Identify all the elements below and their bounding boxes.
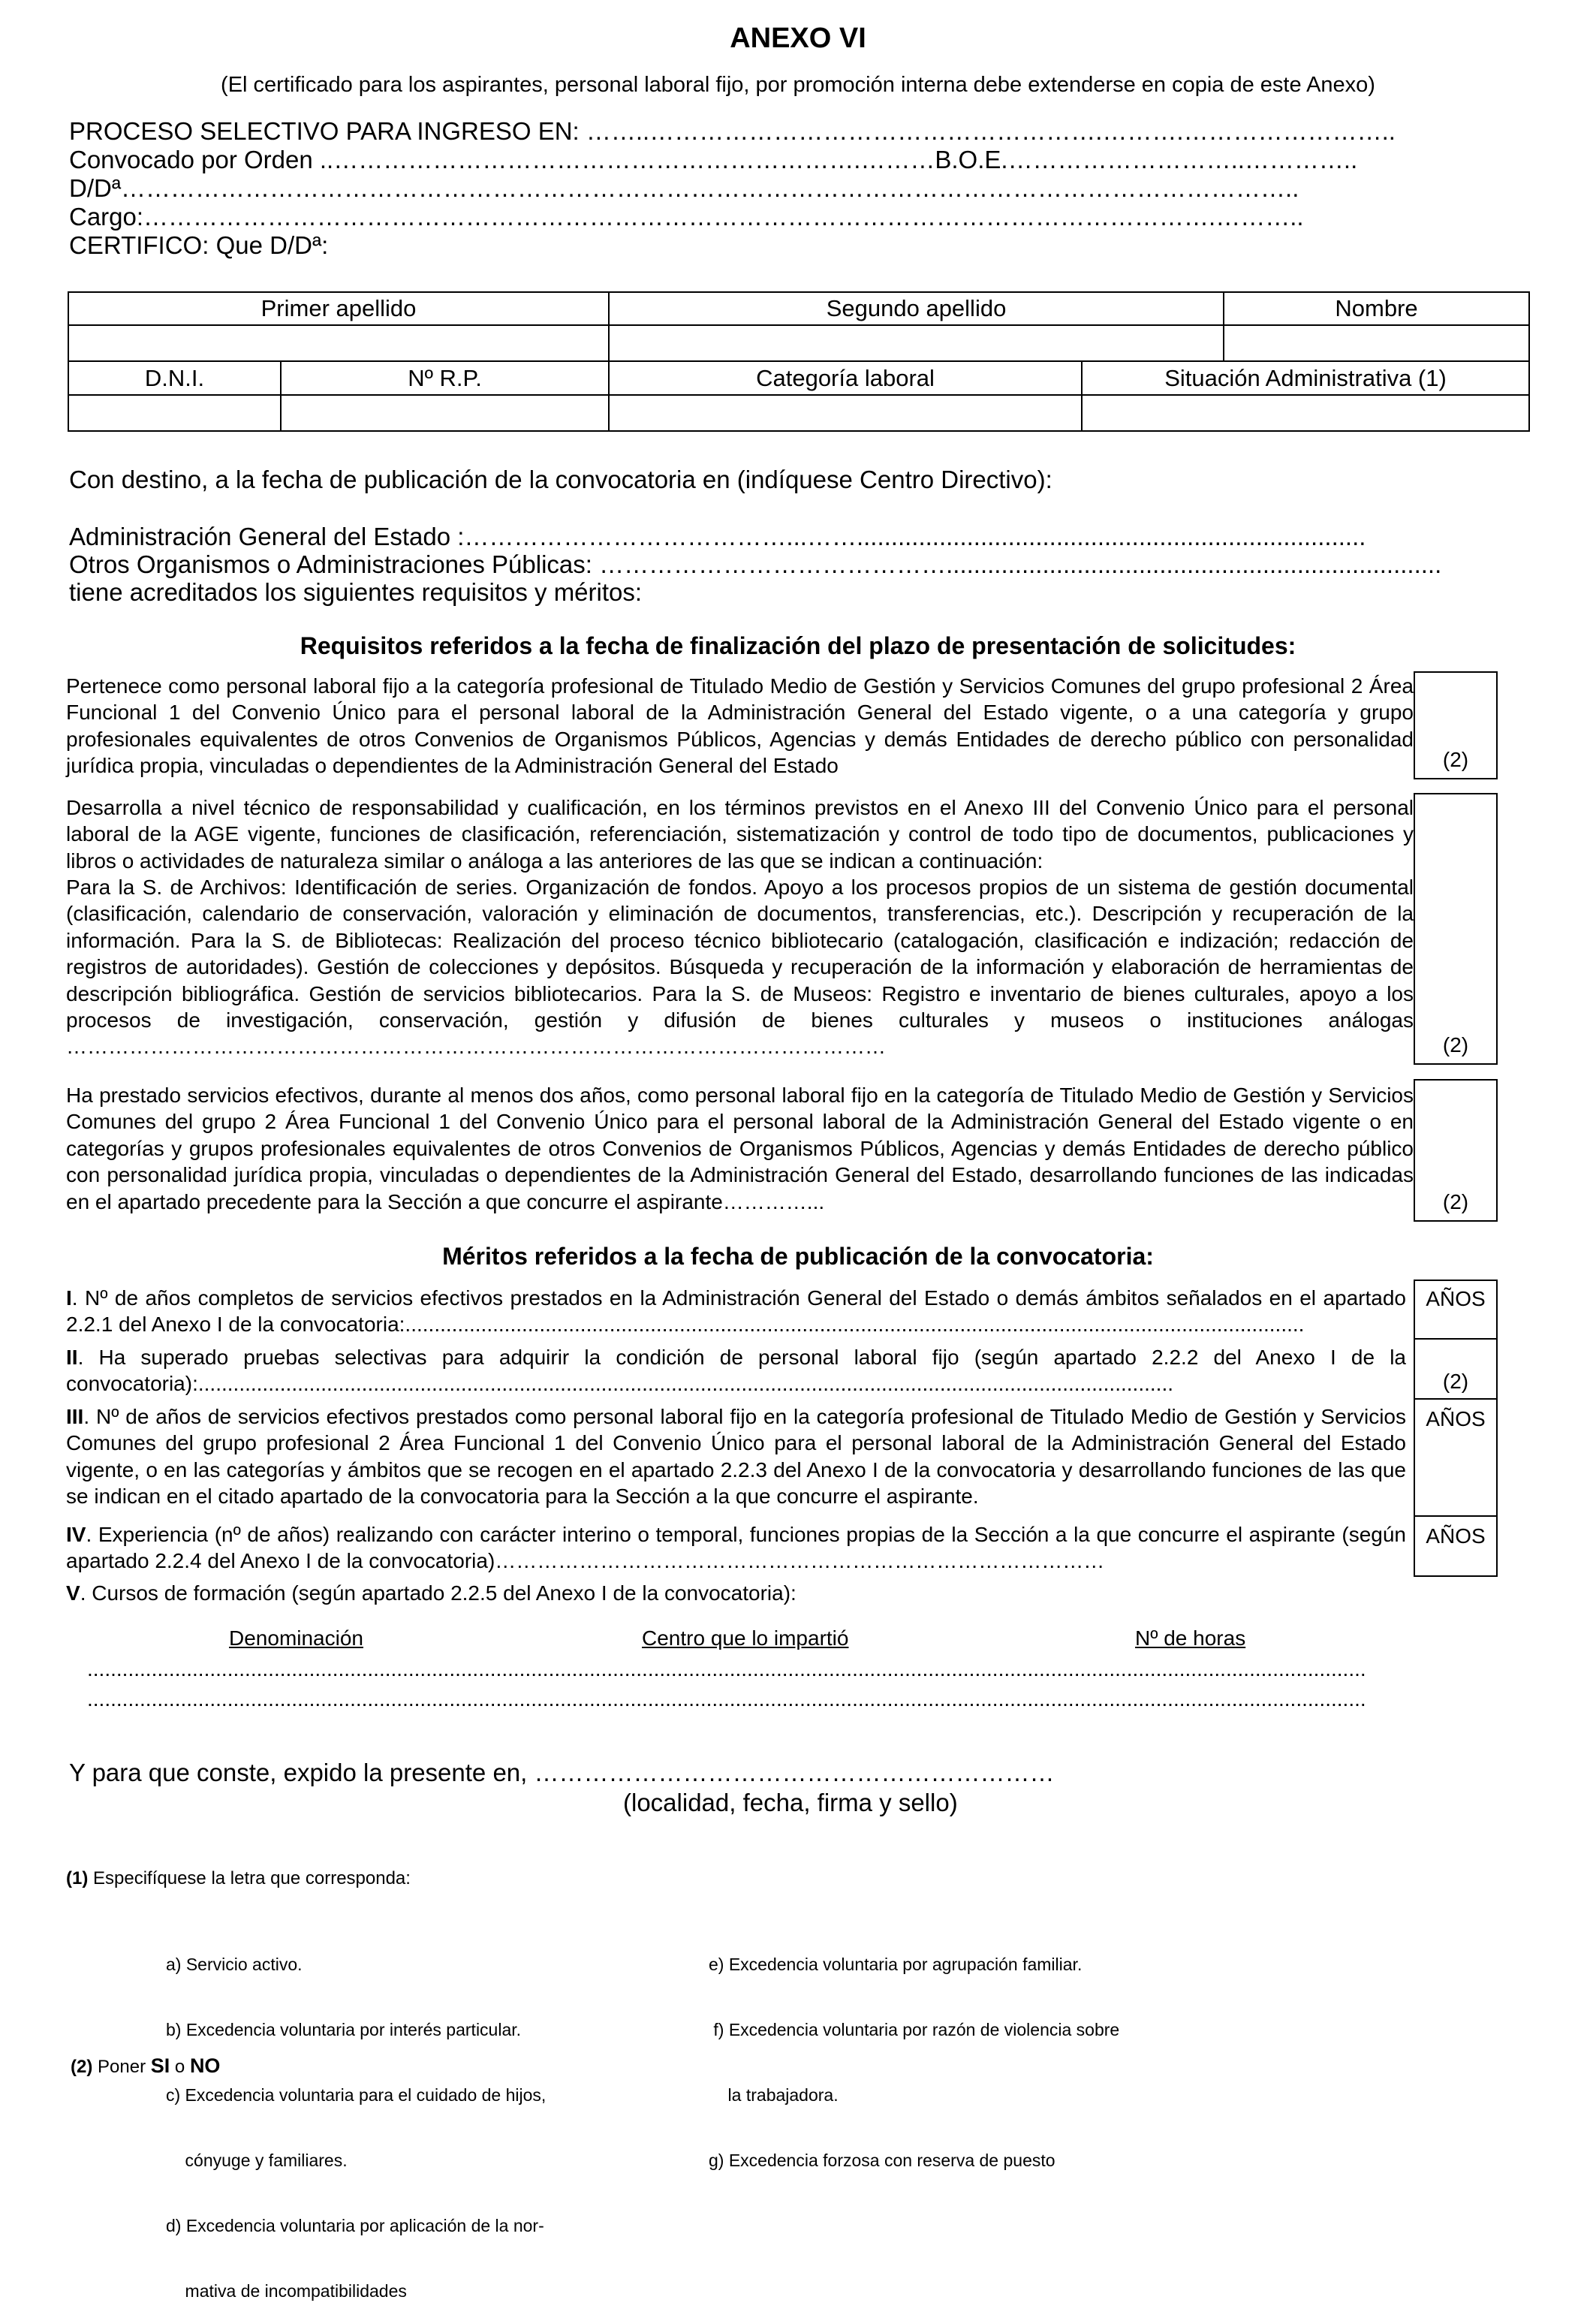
- header-primer-apellido: Primer apellido: [68, 292, 609, 325]
- note-2-label: (2): [71, 2057, 93, 2077]
- merito-V-body: . Cursos de formación (según apartado 2.2.5 del Anexo I de la convocatoria):: [80, 1581, 796, 1605]
- note-2-si: SI: [150, 2054, 170, 2077]
- merito-III-text: [66, 1403, 1406, 1510]
- header-nombre: Nombre: [1224, 292, 1529, 325]
- note-right-f: f) Excedencia voluntaria por razón de violencia sobre: [709, 2020, 1120, 2039]
- cursos-header-denominacion: Denominación: [229, 1626, 363, 1650]
- note-left-d: d) Excedencia voluntaria por aplicación de la nor-: [166, 2216, 544, 2235]
- age-field[interactable]: Administración General del Estado :…………………………………...……..........................................................................: [69, 523, 1366, 550]
- merito-II-body: . Ha superado pruebas selectivas para adquirir la condición de personal laboral fijo (según apartado 2.2.2 del Anexo I de la convocatoria):.......................................................................................................................................................................: [66, 1346, 1406, 1396]
- merito-IV-text: [66, 1521, 1406, 1575]
- merito-IV-body: . Experiencia (nº de años) realizando con carácter interino o temporal, funciones propias de la Sección a la que concurre el aspirante (según apartado 2.2.4 del Anexo I de la convocatoria)……………………………………………………………………………: [66, 1523, 1406, 1573]
- note-left-c2: cónyuge y familiares.: [166, 2151, 348, 2170]
- cursos-line-1[interactable]: ...........................................................................................................................................................................................................................: [87, 1657, 1366, 1680]
- merito-III-body: . Nº de años de servicios efectivos prestados como personal laboral fijo en la categoría profesional de Titulado Medio de Gestión y Servicios Comunes del grupo profesional 2 Área Funcional 1 del Convenio Único para el personal laboral de la Administración General del Estado vigente, o en las categorías y ámbitos que se recogen en el apartado 2.2.3 del Anexo I de la convocatoria y desarrollando funciones de las que se indican en el citado apartado de la convocatoria para la Sección a la que concurre el aspirante.: [66, 1405, 1406, 1509]
- cargo-field[interactable]: Cargo:………………………………………………………………………………………………………………….………..: [69, 203, 1304, 231]
- otros-field[interactable]: Otros Organismos o Administraciones Públicas: ……………………………………........................................................................: [69, 550, 1442, 578]
- note-1-text: Especifíquese la letra que corresponda:: [88, 1868, 411, 1888]
- situacion-input[interactable]: [1082, 395, 1529, 431]
- header-nrp: Nº R.P.: [281, 361, 609, 395]
- note-2: [71, 2054, 220, 2078]
- merito-I-num: I: [66, 1286, 72, 1310]
- note-2-text: Poner: [92, 2057, 151, 2077]
- merito-V-num: V: [66, 1581, 80, 1605]
- personal-data-table: [68, 291, 1530, 432]
- requisito-3-text: Ha prestado servicios efectivos, durante al menos dos años, como personal laboral fijo en la categoría de Titulado Medio de Gestión y Servicios Comunes del grupo 2 Área Funcional 1 del Convenio Único para el personal laboral de la Administración General del Estado vigente o en categorías y grupos profesionales equivalentes de otros Convenios de Organismos Públicos, Agencias y demás Entidades de derecho público con personalidad jurídica propia, vinculadas o dependientes de la Administración General del Estado, desarrollando funciones de las indicadas en el apartado precedente para la Sección a que concurre el aspirante…………...: [66, 1084, 1414, 1213]
- merito-I-anios-box[interactable]: AÑOS: [1414, 1280, 1498, 1340]
- requisito-1-box[interactable]: [1414, 671, 1498, 779]
- note-2-o: o: [170, 2057, 190, 2077]
- note-1-label: (1): [66, 1868, 89, 1888]
- note-right-f2: la trabajadora.: [709, 2085, 839, 2105]
- destino-intro: Con destino, a la fecha de publicación de la convocatoria en (indíquese Centro Directivo):: [69, 466, 1052, 493]
- requisito-2-box[interactable]: [1414, 793, 1498, 1065]
- header-segundo-apellido: Segundo apellido: [609, 292, 1224, 325]
- primer-apellido-input[interactable]: [68, 325, 609, 361]
- merito-I-body: . Nº de años completos de servicios efectivos prestados en la Administración General del Estado o demás ámbitos señalados en el apartado 2.2.1 del Anexo I de la convocatoria:..........................................................................................................................................................: [66, 1286, 1406, 1337]
- cursos-header-centro: Centro que lo impartió: [642, 1626, 849, 1650]
- merito-I-text: [66, 1285, 1406, 1338]
- header-dni: D.N.I.: [68, 361, 281, 395]
- proceso-field[interactable]: PROCESO SELECTIVO PARA INGRESO EN: ……..……………………………………………….……….……………………..: [69, 117, 1396, 145]
- header-categoria: Categoría laboral: [609, 361, 1082, 395]
- convocado-field[interactable]: Convocado por Orden ..……………………………………………………….………B.O.E.………………………..…………..: [69, 146, 1358, 173]
- merito-II-box[interactable]: [1414, 1340, 1498, 1400]
- requisito-2-text: Desarrolla a nivel técnico de responsabilidad y cualificación, en los términos previstos en el Anexo III del Convenio Único para el personal laboral de la AGE vigente, funciones de clasificación, referenciación, sistematización y control de todo tipo de documentos, publicaciones y libros o actividades de naturaleza similar o análoga a las anteriores de las que se indican a continuación:: [66, 796, 1414, 873]
- dni-input[interactable]: [68, 395, 281, 431]
- merito-V-text: [66, 1580, 1406, 1606]
- cierre-line[interactable]: Y para que conste, expido la presente en, ………………………………………………………: [69, 1759, 1055, 1786]
- requisito-2-secciones: Para la S. de Archivos: Identificación de series. Organización de fondos. Apoyo a los procesos propios de un sistema de gestión documental (clasificación, calendario de conservación, valoración y eliminación de documentos, transferencias, etc.). Descripción y recuperación de la información. Para la S. de Bibliotecas: Realización del proceso técnico bibliotecario (catalogación, clasificación e indización; redacción de registros de autoridades). Gestión de colecciones y depósitos. Búsqueda y recuperación de la información y elaboración de herramientas de descripción bibliográfica. Gestión de servicios bibliotecarios. Para la S. de Museos: Registro e inventario de bienes culturales, apoyo a los procesos de investigación, conservación, gestión y difusión de bienes culturales y museos o instituciones análogas ………………………………………………………………………………………………………: [66, 876, 1414, 1059]
- requisito-1-text: Pertenece como personal laboral fijo a la categoría profesional de Titulado Medio de Gestión y Servicios Comunes del grupo profesional 2 Área Funcional 1 del Convenio Único para el personal laboral de la Administración General del Estado vigente, o a una categoría y grupo profesionales equivalentes de otros Convenios de Organismos Públicos, Agencias y demás Entidades de derecho público con personalidad jurídica propia, vinculadas o dependientes de la Administración General del Estado: [66, 674, 1414, 778]
- note-left-c: c) Excedencia voluntaria para el cuidado de hijos,: [166, 2085, 547, 2105]
- nrp-input[interactable]: [281, 395, 609, 431]
- requisito-3-box[interactable]: [1414, 1079, 1498, 1222]
- note-right-e: e) Excedencia voluntaria por agrupación familiar.: [709, 1955, 1083, 1974]
- header-situacion: Situación Administrativa (1): [1082, 361, 1529, 395]
- requisitos-heading: Requisitos referidos a la fecha de finalización del plazo de presentación de solicitudes:: [300, 632, 1296, 659]
- cursos-line-2[interactable]: ...........................................................................................................................................................................................................................: [87, 1687, 1366, 1711]
- page-title: ANEXO VI: [730, 23, 866, 54]
- merito-II-note: (2): [1442, 1370, 1469, 1393]
- cursos-header-horas: Nº de horas: [1135, 1626, 1246, 1650]
- merito-IV-num: IV: [66, 1523, 86, 1546]
- page-subtitle: (El certificado para los aspirantes, personal laboral fijo, por promoción interna debe extenderse en copia de este Anexo): [221, 73, 1375, 97]
- note-right-list: [709, 1910, 1119, 2193]
- merito-III-anios-box[interactable]: AÑOS: [1414, 1400, 1498, 1517]
- certifico-label: CERTIFICO: Que D/Dª:: [69, 231, 329, 259]
- dda-field[interactable]: D/Dª……………………………………………………………………………………………………………………………..: [69, 174, 1299, 202]
- requisito-2-note: (2): [1442, 1033, 1469, 1057]
- note-left-list: [166, 1910, 546, 2324]
- note-1: [66, 1868, 411, 1889]
- tiene-label: tiene acreditados los siguientes requisitos y méritos:: [69, 578, 643, 606]
- meritos-heading: Méritos referidos a la fecha de publicación de la convocatoria:: [442, 1243, 1154, 1270]
- requisito-1-note: (2): [1442, 748, 1469, 771]
- cierre-sub: (localidad, fecha, firma y sello): [623, 1789, 958, 1816]
- merito-II-text: [66, 1344, 1406, 1397]
- merito-II-num: II: [66, 1346, 78, 1369]
- note-left-a: a) Servicio activo.: [166, 1955, 303, 1974]
- note-left-d2: mativa de incompatibilidades: [166, 2281, 407, 2301]
- requisito-3-note: (2): [1442, 1190, 1469, 1213]
- merito-IV-anios-box[interactable]: AÑOS: [1426, 1524, 1486, 1548]
- note-left-b: b) Excedencia voluntaria por interés particular.: [166, 2020, 522, 2039]
- segundo-apellido-input[interactable]: [609, 325, 1224, 361]
- merito-III-num: III: [66, 1405, 84, 1428]
- note-right-g: g) Excedencia forzosa con reserva de puesto: [709, 2151, 1055, 2170]
- categoria-input[interactable]: [609, 395, 1082, 431]
- note-2-no: NO: [189, 2054, 221, 2077]
- nombre-input[interactable]: [1224, 325, 1529, 361]
